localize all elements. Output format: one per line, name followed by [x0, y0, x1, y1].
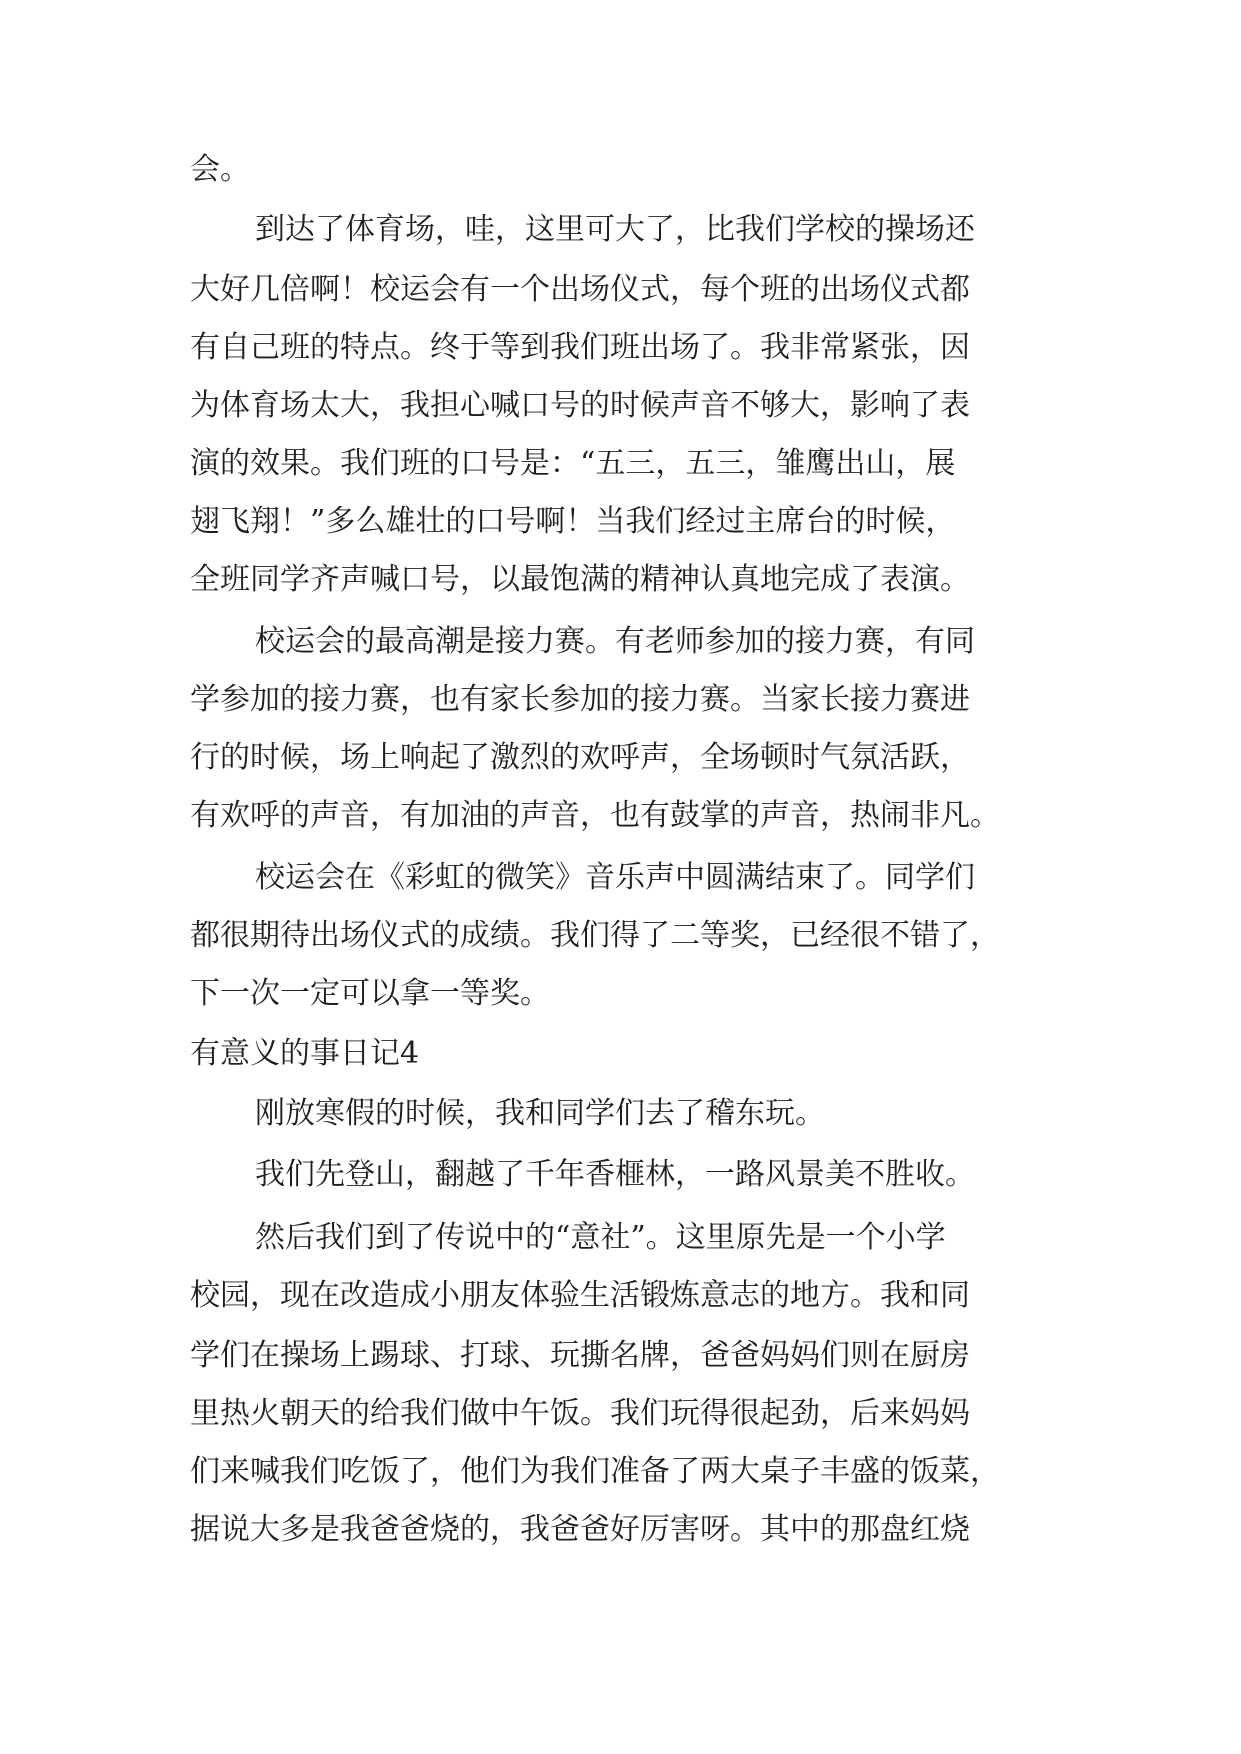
- text-line: 学们在操场上踢球、打球、玩撕名牌，爸爸妈妈们则在厨房: [190, 1338, 970, 1373]
- section-heading: 有意义的事日记4: [190, 1036, 420, 1071]
- paragraph-first-line: 然后我们到了传说中的“意社”。这里原先是一个小学: [255, 1220, 946, 1255]
- text-line: 为体育场太大，我担心喊口号的时候声音不够大，影响了表: [190, 388, 970, 423]
- text-line: 都很期待出场仪式的成绩。我们得了二等奖，已经很不错了，: [190, 918, 1000, 953]
- text-line: 们来喊我们吃饭了，他们为我们准备了两大桌子丰盛的饭菜，: [190, 1454, 1000, 1489]
- text-line: 全班同学齐声喊口号，以最饱满的精神认真地完成了表演。: [190, 562, 970, 597]
- text-line: 有自己班的特点。终于等到我们班出场了。我非常紧张，因: [190, 330, 970, 365]
- paragraph-first-line: 刚放寒假的时候，我和同学们去了稽东玩。: [255, 1096, 825, 1131]
- text-line: 里热火朝天的给我们做中午饭。我们玩得很起劲，后来妈妈: [190, 1396, 970, 1431]
- paragraph-first-line: 校运会的最高潮是接力赛。有老师参加的接力赛，有同: [255, 624, 975, 659]
- text-line: 演的效果。我们班的口号是：“五三，五三，雏鹰出山，展: [190, 446, 956, 481]
- text-line: 翅飞翔！”多么雄壮的口号啊！当我们经过主席台的时候，: [190, 504, 956, 539]
- text-line: 校园，现在改造成小朋友体验生活锻炼意志的地方。我和同: [190, 1278, 970, 1313]
- paragraph-first-line: 校运会在《彩虹的微笑》音乐声中圆满结束了。同学们: [255, 860, 975, 895]
- text-line: 有欢呼的声音，有加油的声音，也有鼓掌的声音，热闹非凡。: [190, 798, 1000, 833]
- paragraph-first-line: 我们先登山，翻越了千年香榧林，一路风景美不胜收。: [255, 1157, 975, 1192]
- text-line: 据说大多是我爸爸烧的，我爸爸好厉害呀。其中的那盘红烧: [190, 1512, 970, 1547]
- text-line: 行的时候，场上响起了激烈的欢呼声，全场顿时气氛活跃，: [190, 740, 970, 775]
- text-line: 下一次一定可以拿一等奖。: [190, 976, 550, 1011]
- paragraph-first-line: 到达了体育场，哇，这里可大了，比我们学校的操场还: [255, 212, 975, 247]
- text-line: 学参加的接力赛，也有家长参加的接力赛。当家长接力赛进: [190, 682, 970, 717]
- text-line: 会。: [190, 152, 250, 187]
- text-line: 大好几倍啊！校运会有一个出场仪式，每个班的出场仪式都: [190, 272, 970, 307]
